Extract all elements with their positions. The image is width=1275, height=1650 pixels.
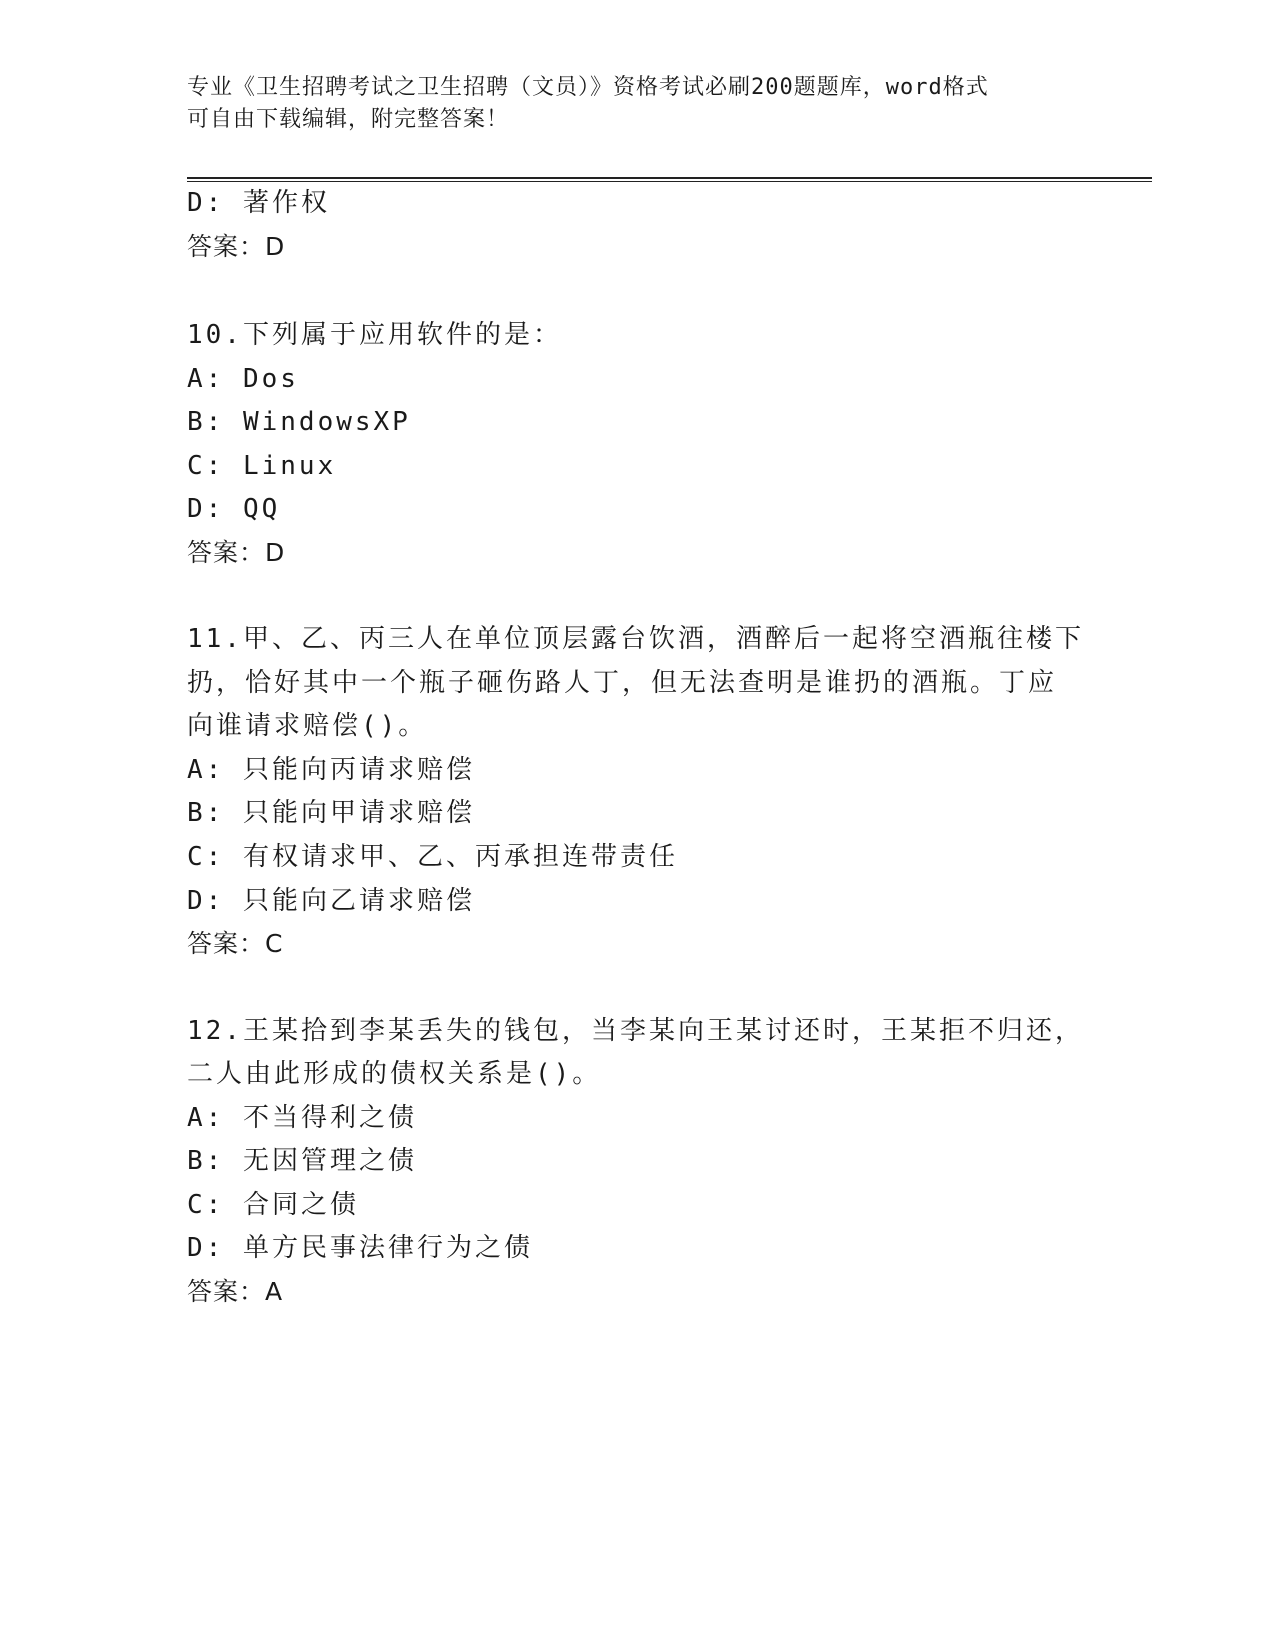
option-text: A: Dos <box>187 364 299 394</box>
option-text: C: 合同之债 <box>187 1190 359 1220</box>
header-line-1: 专业《卫生招聘考试之卫生招聘（文员）》资格考试必刷200题题库，word格式 <box>187 75 989 100</box>
option-text: D: 单方民事法律行为之债 <box>187 1233 533 1263</box>
option-text: A: 只能向丙请求赔偿 <box>187 755 475 785</box>
question-stem-line: 扔，恰好其中一个瓶子砸伤路人丁，但无法查明是谁扔的酒瓶。丁应 <box>187 668 1058 698</box>
question-stem-line: 10.下列属于应用软件的是： <box>187 320 562 350</box>
answer-text: 答案：C <box>187 929 284 958</box>
question-stem-line: 向谁请求赔偿()。 <box>187 711 428 741</box>
header-divider <box>187 177 1152 182</box>
answer-text: 答案：A <box>187 1277 284 1306</box>
answer-text: 答案：D <box>187 538 286 567</box>
answer-text: 答案：D <box>187 232 286 261</box>
header-line-2: 可自由下载编辑，附完整答案！ <box>187 107 510 132</box>
option-text: C: Linux <box>187 451 337 481</box>
question-stem-line: 11.甲、乙、丙三人在单位顶层露台饮酒，酒醉后一起将空酒瓶往楼下 <box>187 624 1084 654</box>
option-text: C: 有权请求甲、乙、丙承担连带责任 <box>187 842 678 872</box>
question-stem-line: 二人由此形成的债权关系是()。 <box>187 1059 602 1089</box>
option-text: B: WindowsXP <box>187 407 411 437</box>
document-header <box>187 72 1067 136</box>
option-text: A: 不当得利之债 <box>187 1103 417 1133</box>
option-text: B: 只能向甲请求赔偿 <box>187 798 475 828</box>
option-text: B: 无因管理之债 <box>187 1146 417 1176</box>
option-text: D: 著作权 <box>187 188 330 218</box>
question-stem-line: 12.王某拾到李某丢失的钱包，当李某向王某讨还时，王某拒不归还， <box>187 1016 1084 1046</box>
option-text: D: 只能向乙请求赔偿 <box>187 886 475 916</box>
option-text: D: QQ <box>187 494 281 524</box>
